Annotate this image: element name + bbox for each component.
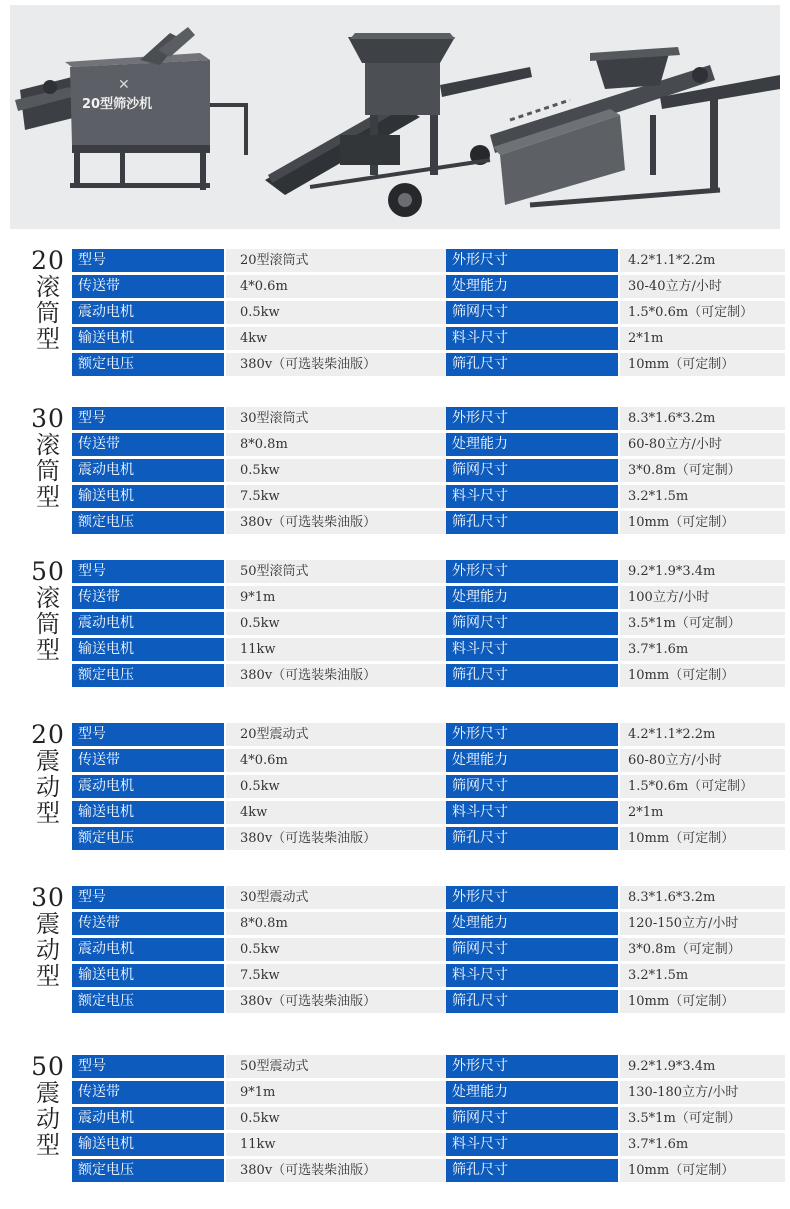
spec-key: 料斗尺寸 (446, 327, 618, 350)
spec-value: 30-40立方/小时 (620, 275, 785, 298)
spec-key: 料斗尺寸 (446, 638, 618, 661)
machine-2-mobile-screen (265, 33, 532, 217)
spec-key: 筛孔尺寸 (446, 1159, 618, 1182)
spec-value: 4kw (226, 327, 492, 350)
spec-value: 9.2*1.9*3.4m (620, 560, 785, 583)
spec-value: 7.5kw (226, 485, 492, 508)
model-label: 30 滚 筒 型 (31, 404, 65, 511)
spec-key: 料斗尺寸 (446, 801, 618, 824)
spec-key: 型号 (72, 723, 224, 746)
spec-block-50-drum (0, 559, 790, 689)
spec-value: 30型震动式 (226, 886, 492, 909)
spec-value: 10mm（可定制） (620, 353, 785, 376)
spec-key: 外形尺寸 (446, 249, 618, 272)
spec-value: 130-180立方/小时 (620, 1081, 785, 1104)
spec-key: 震动电机 (72, 1107, 224, 1130)
spec-key: 筛孔尺寸 (446, 511, 618, 534)
spec-value: 60-80立方/小时 (620, 749, 785, 772)
spec-key: 处理能力 (446, 586, 618, 609)
spec-value: 8*0.8m (226, 912, 492, 935)
spec-key: 处理能力 (446, 433, 618, 456)
spec-value: 2*1m (620, 327, 785, 350)
spec-value: 10mm（可定制） (620, 1159, 785, 1182)
spec-value: 11kw (226, 1133, 492, 1156)
machine-1-plate: 20型筛沙机 (82, 97, 153, 112)
spec-key: 传送带 (72, 912, 224, 935)
spec-key: 额定电压 (72, 511, 224, 534)
spec-key: 震动电机 (72, 301, 224, 324)
spec-key: 外形尺寸 (446, 1055, 618, 1078)
spec-value: 4kw (226, 801, 492, 824)
machine-1-drum-screen (15, 27, 248, 190)
spec-value: 8*0.8m (226, 433, 492, 456)
spec-value: 8.3*1.6*3.2m (620, 886, 785, 909)
spec-value: 0.5kw (226, 612, 492, 635)
model-label: 50 震 动 型 (31, 1052, 65, 1159)
spec-key: 筛网尺寸 (446, 301, 618, 324)
spec-value: 2*1m (620, 801, 785, 824)
spec-block-30-drum (0, 406, 790, 536)
spec-block-50-vibrating (0, 1054, 790, 1184)
spec-value: 11kw (226, 638, 492, 661)
spec-value: 30型滚筒式 (226, 407, 492, 430)
spec-value: 3.2*1.5m (620, 964, 785, 987)
spec-value: 0.5kw (226, 459, 492, 482)
spec-key: 输送电机 (72, 1133, 224, 1156)
spec-value: 0.5kw (226, 775, 492, 798)
spec-value: 50型滚筒式 (226, 560, 492, 583)
spec-value: 20型滚筒式 (226, 249, 492, 272)
spec-key: 筛网尺寸 (446, 938, 618, 961)
spec-key: 额定电压 (72, 827, 224, 850)
spec-value: 1.5*0.6m（可定制） (620, 301, 785, 324)
spec-key: 处理能力 (446, 1081, 618, 1104)
spec-value: 50型震动式 (226, 1055, 492, 1078)
spec-value: 0.5kw (226, 301, 492, 324)
spec-key: 筛孔尺寸 (446, 827, 618, 850)
spec-key: 处理能力 (446, 912, 618, 935)
spec-block-20-drum (0, 248, 790, 378)
spec-key: 型号 (72, 886, 224, 909)
spec-key: 外形尺寸 (446, 886, 618, 909)
spec-value: 8.3*1.6*3.2m (620, 407, 785, 430)
spec-value: 4*0.6m (226, 749, 492, 772)
spec-value: 380v（可选装柴油版） (226, 990, 492, 1013)
spec-value: 3.7*1.6m (620, 1133, 785, 1156)
spec-key: 传送带 (72, 1081, 224, 1104)
spec-key: 筛网尺寸 (446, 1107, 618, 1130)
spec-key: 外形尺寸 (446, 723, 618, 746)
spec-value: 9*1m (226, 586, 492, 609)
spec-key: 料斗尺寸 (446, 964, 618, 987)
spec-value: 20型震动式 (226, 723, 492, 746)
spec-key: 传送带 (72, 586, 224, 609)
spec-key: 料斗尺寸 (446, 1133, 618, 1156)
spec-value: 9*1m (226, 1081, 492, 1104)
spec-key: 输送电机 (72, 964, 224, 987)
model-label: 30 震 动 型 (31, 883, 65, 990)
spec-key: 震动电机 (72, 775, 224, 798)
product-photo-banner (10, 5, 780, 229)
spec-key: 震动电机 (72, 938, 224, 961)
spec-value: 380v（可选装柴油版） (226, 353, 492, 376)
spec-key: 传送带 (72, 275, 224, 298)
spec-key: 外形尺寸 (446, 560, 618, 583)
spec-key: 型号 (72, 1055, 224, 1078)
spec-value: 10mm（可定制） (620, 990, 785, 1013)
spec-block-20-vibrating (0, 722, 790, 852)
spec-key: 料斗尺寸 (446, 485, 618, 508)
spec-value: 4*0.6m (226, 275, 492, 298)
spec-key: 筛孔尺寸 (446, 353, 618, 376)
spec-key: 额定电压 (72, 353, 224, 376)
spec-key: 处理能力 (446, 275, 618, 298)
spec-key: 额定电压 (72, 990, 224, 1013)
spec-key: 传送带 (72, 433, 224, 456)
spec-value: 0.5kw (226, 938, 492, 961)
spec-value: 9.2*1.9*3.4m (620, 1055, 785, 1078)
spec-key: 输送电机 (72, 638, 224, 661)
spec-value: 60-80立方/小时 (620, 433, 785, 456)
spec-value: 10mm（可定制） (620, 827, 785, 850)
spec-block-30-vibrating (0, 885, 790, 1015)
spec-key: 传送带 (72, 749, 224, 772)
spec-value: 380v（可选装柴油版） (226, 664, 492, 687)
spec-value: 3.2*1.5m (620, 485, 785, 508)
spec-key: 型号 (72, 249, 224, 272)
spec-key: 筛网尺寸 (446, 775, 618, 798)
spec-key: 筛孔尺寸 (446, 990, 618, 1013)
svg-text:✕: ✕ (118, 77, 130, 93)
spec-key: 输送电机 (72, 485, 224, 508)
spec-value: 100立方/小时 (620, 586, 785, 609)
spec-key: 外形尺寸 (446, 407, 618, 430)
spec-key: 型号 (72, 560, 224, 583)
spec-key: 输送电机 (72, 801, 224, 824)
spec-key: 处理能力 (446, 749, 618, 772)
spec-value: 3*0.8m（可定制） (620, 459, 785, 482)
spec-value: 1.5*0.6m（可定制） (620, 775, 785, 798)
model-label: 50 滚 筒 型 (31, 557, 65, 664)
spec-key: 额定电压 (72, 1159, 224, 1182)
spec-value: 3.5*1m（可定制） (620, 1107, 785, 1130)
spec-value: 7.5kw (226, 964, 492, 987)
machines-illustration (10, 5, 780, 229)
spec-key: 筛网尺寸 (446, 612, 618, 635)
spec-key: 额定电压 (72, 664, 224, 687)
spec-value: 10mm（可定制） (620, 511, 785, 534)
spec-key: 震动电机 (72, 459, 224, 482)
spec-value: 3.7*1.6m (620, 638, 785, 661)
spec-value: 380v（可选装柴油版） (226, 827, 492, 850)
spec-value: 120-150立方/小时 (620, 912, 785, 935)
model-label: 20 震 动 型 (31, 720, 65, 827)
spec-key: 输送电机 (72, 327, 224, 350)
spec-value: 3*0.8m（可定制） (620, 938, 785, 961)
spec-value: 4.2*1.1*2.2m (620, 723, 785, 746)
machine-3-inclined-screen (490, 47, 780, 205)
spec-value: 3.5*1m（可定制） (620, 612, 785, 635)
spec-value: 4.2*1.1*2.2m (620, 249, 785, 272)
spec-key: 震动电机 (72, 612, 224, 635)
spec-key: 型号 (72, 407, 224, 430)
spec-value: 0.5kw (226, 1107, 492, 1130)
spec-key: 筛网尺寸 (446, 459, 618, 482)
spec-value: 380v（可选装柴油版） (226, 1159, 492, 1182)
model-label: 20 滚 筒 型 (31, 246, 65, 353)
spec-key: 筛孔尺寸 (446, 664, 618, 687)
spec-value: 380v（可选装柴油版） (226, 511, 492, 534)
spec-value: 10mm（可定制） (620, 664, 785, 687)
